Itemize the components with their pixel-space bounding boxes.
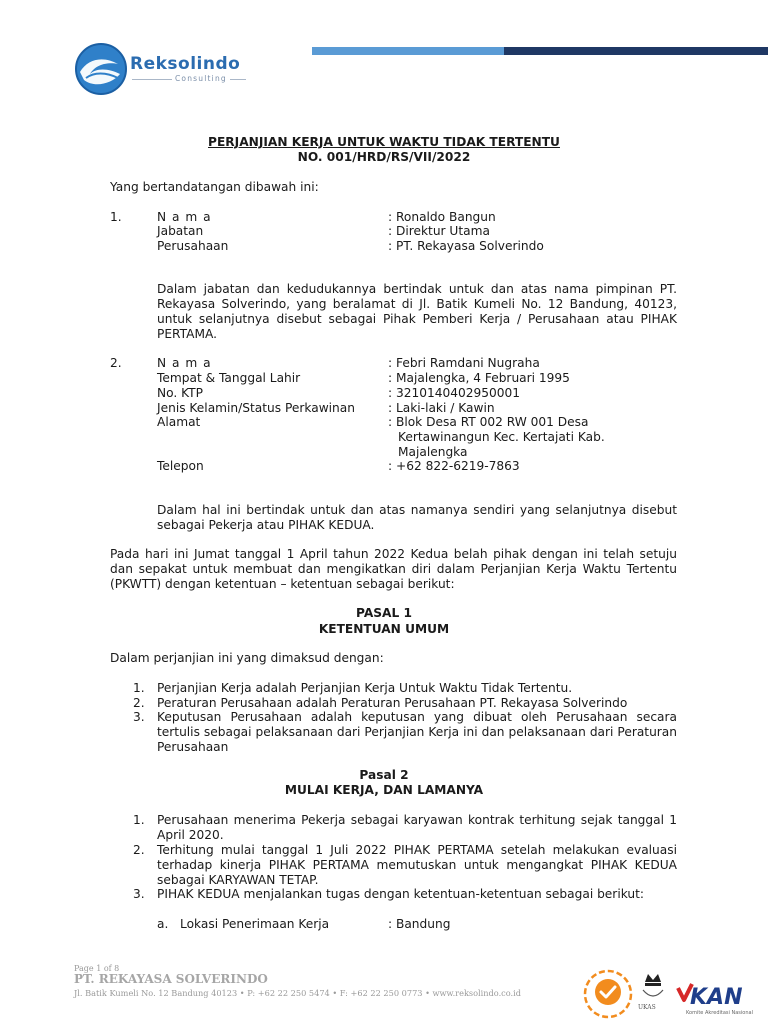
document-title: PERJANJIAN KERJA UNTUK WAKTU TIDAK TERTENTU bbox=[208, 135, 560, 149]
pasal2-subitem-value: : Bandung bbox=[388, 917, 451, 931]
footer-page-number: Page 1 of 8 bbox=[74, 964, 120, 973]
kan-subtitle: Komite Akreditasi Nasional bbox=[686, 1010, 753, 1016]
party2-name-value: : Febri Ramdani Nugraha bbox=[388, 356, 540, 370]
pasal1-item-number: 1. bbox=[133, 681, 145, 695]
party2-ktp-label: No. KTP bbox=[157, 386, 203, 400]
party2-address-label: Alamat bbox=[157, 415, 201, 429]
party1-position-label: Jabatan bbox=[157, 224, 204, 238]
header-accent-bar-dark bbox=[504, 47, 768, 55]
ukas-crown-icon bbox=[635, 968, 671, 1020]
intro-text: Yang bertandatangan dibawah ini: bbox=[110, 180, 319, 194]
pasal1-item-text: Peraturan Perusahaan adalah Peraturan Perusahaan PT. Rekayasa Solverindo bbox=[157, 696, 628, 710]
party2-birth-value: : Majalengka, 4 Februari 1995 bbox=[388, 371, 570, 385]
pasal2-item-text: PIHAK KEDUA menjalankan tugas dengan ketentuan-ketentuan sebagai berikut: bbox=[157, 887, 644, 901]
header-accent-bar bbox=[312, 47, 504, 55]
party2-address-value: : Blok Desa RT 002 RW 001 Desa bbox=[388, 415, 589, 429]
pasal1-item-text: Perjanjian Kerja adalah Perjanjian Kerja Untuk Waktu Tidak Tertentu. bbox=[157, 681, 573, 695]
kan-logo-text: KAN bbox=[690, 985, 743, 1010]
pasal1-heading: PASAL 1 bbox=[356, 606, 412, 620]
party2-birth-label: Tempat & Tanggal Lahir bbox=[157, 371, 301, 385]
agreement-paragraph: Pada hari ini Jumat tanggal 1 April tahun 2022 Kedua belah pihak dengan ini telah setuju dan sepakat untuk membuat dan mengikatkan diri dalam Perjanjian Kerja Waktu Tertentu (PKWTT) dengan ketentuan – ketentuan sebagai berikut: bbox=[110, 547, 677, 591]
pasal1-item-number: 2. bbox=[133, 696, 145, 710]
sgs-certification-icon bbox=[582, 968, 634, 1020]
party1-number: 1. bbox=[110, 210, 122, 224]
party1-position-value: : Direktur Utama bbox=[388, 224, 490, 238]
pasal2-subitem-label: Lokasi Penerimaan Kerja bbox=[180, 917, 330, 931]
document-number: NO. 001/HRD/RS/VII/2022 bbox=[297, 150, 471, 164]
party2-paragraph: Dalam hal ini bertindak untuk dan atas namanya sendiri yang selanjutnya disebut sebagai Pekerja atau PIHAK KEDUA. bbox=[157, 503, 677, 532]
pasal2-subitem-letter: a. bbox=[157, 917, 169, 931]
party2-gender-value: : Laki-laki / Kawin bbox=[388, 401, 495, 415]
party1-name-label: N a m a bbox=[157, 210, 212, 224]
party2-number: 2. bbox=[110, 356, 122, 370]
party2-address-line3: Majalengka bbox=[398, 445, 468, 459]
party2-name-label: N a m a bbox=[157, 356, 212, 370]
party2-phone-value: : +62 822-6219-7863 bbox=[388, 459, 520, 473]
reksolindo-logo-icon bbox=[74, 42, 128, 96]
party1-name-value: : Ronaldo Bangun bbox=[388, 210, 496, 224]
pasal1-subheading: KETENTUAN UMUM bbox=[318, 622, 450, 636]
pasal1-item-number: 3. bbox=[133, 710, 145, 724]
party2-address-line2: Kertawinangun Kec. Kertajati Kab. bbox=[398, 430, 605, 444]
ukas-label: UKAS bbox=[638, 1004, 656, 1011]
pasal1-intro: Dalam perjanjian ini yang dimaksud dengan: bbox=[110, 651, 384, 665]
party2-ktp-value: : 3210140402950001 bbox=[388, 386, 521, 400]
logo-tagline: Consulting bbox=[172, 74, 230, 84]
party1-company-label: Perusahaan bbox=[157, 239, 229, 253]
party1-paragraph: Dalam jabatan dan kedudukannya bertindak untuk dan atas nama pimpinan PT. Rekayasa Solverindo, yang beralamat di Jl. Batik Kumeli No. 12 Bandung, 40123, untuk selanjutnya disebut sebagai Pihak Pemberi Kerja / Perusahaan atau PIHAK PERTAMA. bbox=[157, 282, 677, 341]
logo-wordmark: Reksolindo bbox=[130, 54, 241, 74]
footer-address: Jl. Batik Kumeli No. 12 Bandung 40123 • P: +62 22 250 5474 • F: +62 22 250 0773 • www.reksolindo.co.id bbox=[74, 988, 522, 998]
pasal2-item-number: 2. bbox=[133, 843, 145, 857]
party2-phone-label: Telepon bbox=[157, 459, 204, 473]
pasal2-item-text: Terhitung mulai tanggal 1 Juli 2022 PIHAK PERTAMA setelah melakukan evaluasi terhadap kinerja PIHAK PERTAMA memutuskan untuk mengangkat PIHAK KEDUA sebagai KARYAWAN TETAP. bbox=[157, 843, 677, 887]
pasal2-subheading: MULAI KERJA, DAN LAMANYA bbox=[284, 783, 484, 797]
footer-company: PT. REKAYASA SOLVERINDO bbox=[74, 972, 268, 986]
party2-gender-label: Jenis Kelamin/Status Perkawinan bbox=[157, 401, 355, 415]
pasal1-item-text: Keputusan Perusahaan adalah keputusan yang dibuat oleh Perusahaan secara tertulis sebagai pelaksanaan dari Perjanjian Kerja ini dan pelaksanaan dari Peraturan Perusahaan bbox=[157, 710, 677, 754]
pasal2-item-text: Perusahaan menerima Pekerja sebagai karyawan kontrak terhitung sejak tanggal 1 April 2020. bbox=[157, 813, 677, 842]
party1-company-value: : PT. Rekayasa Solverindo bbox=[388, 239, 544, 253]
pasal2-heading: Pasal 2 bbox=[359, 768, 409, 782]
pasal2-item-number: 1. bbox=[133, 813, 145, 827]
pasal2-item-number: 3. bbox=[133, 887, 145, 901]
